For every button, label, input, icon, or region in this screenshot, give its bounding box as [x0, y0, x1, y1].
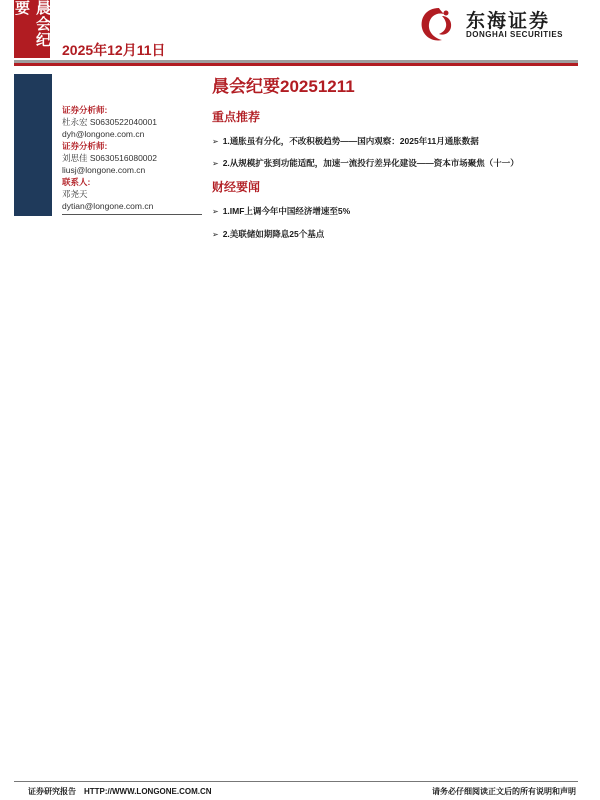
- analyst-entry: [62, 140, 202, 176]
- header-divider-red: [14, 63, 578, 66]
- analyst-email[interactable]: dyh@longone.com.cn: [62, 129, 145, 139]
- footer-url-link[interactable]: HTTP://WWW.LONGONE.COM.CN: [84, 787, 212, 796]
- footer-disclaimer: 请务必仔细阅读正文后的所有说明和声明: [432, 787, 576, 796]
- side-color-block: [14, 74, 52, 216]
- item-text: 2.从规模扩张到功能适配，加速一流投行差异化建设——资本市场聚焦（十一）: [222, 158, 519, 168]
- analyst-entry: [62, 104, 202, 140]
- bullet-arrow-icon: ➢: [212, 230, 219, 239]
- analyst-list: [62, 104, 202, 215]
- analyst-role: 证券分析师:: [62, 141, 108, 151]
- contact-name: 邓尧天: [62, 189, 88, 199]
- contact-role: 联系人:: [62, 177, 91, 187]
- bullet-arrow-icon: ➢: [212, 137, 219, 146]
- phoenix-logo-icon: [416, 4, 462, 44]
- side-tab: [14, 0, 50, 58]
- list-item[interactable]: [212, 135, 582, 147]
- contact-email[interactable]: dytian@longone.com.cn: [62, 201, 154, 211]
- footer-report-type: 证券研究报告: [28, 787, 76, 796]
- footer-divider: [14, 781, 578, 782]
- item-text: 2.美联储如期降息25个基点: [222, 229, 325, 239]
- side-tab-label: 晨会纪要: [13, 0, 51, 48]
- item-text: 1.IMF上调今年中国经济增速至5%: [222, 206, 351, 216]
- bullet-arrow-icon: ➢: [212, 159, 219, 168]
- list-item[interactable]: [212, 157, 582, 169]
- logo-chinese-name: 东海证券: [466, 10, 551, 32]
- analyst-name-id: 杜永宏 S0630522040001: [62, 117, 157, 127]
- analyst-divider: [62, 214, 202, 215]
- page-title: 晨会纪要20251211: [212, 77, 355, 96]
- report-date: 2025年12月11日: [62, 42, 166, 58]
- section-title-key-recommendations: 重点推荐: [212, 110, 261, 124]
- footer-left: [28, 786, 212, 797]
- analyst-email[interactable]: liusj@longone.com.cn: [62, 165, 146, 175]
- section-title-financial-news: 财经要闻: [212, 180, 261, 194]
- analyst-name-id: 刘思佳 S0630516080002: [62, 153, 157, 163]
- item-text: 1.通胀虽有分化，不改积极趋势——国内观察：2025年11月通胀数据: [222, 136, 479, 146]
- logo-english-name: DONGHAI SECURITIES: [466, 30, 564, 39]
- list-item[interactable]: [212, 205, 582, 217]
- contact-entry: [62, 176, 202, 212]
- bullet-arrow-icon: ➢: [212, 207, 219, 216]
- analyst-role: 证券分析师:: [62, 105, 108, 115]
- company-logo: [416, 4, 586, 44]
- list-item[interactable]: [212, 228, 582, 240]
